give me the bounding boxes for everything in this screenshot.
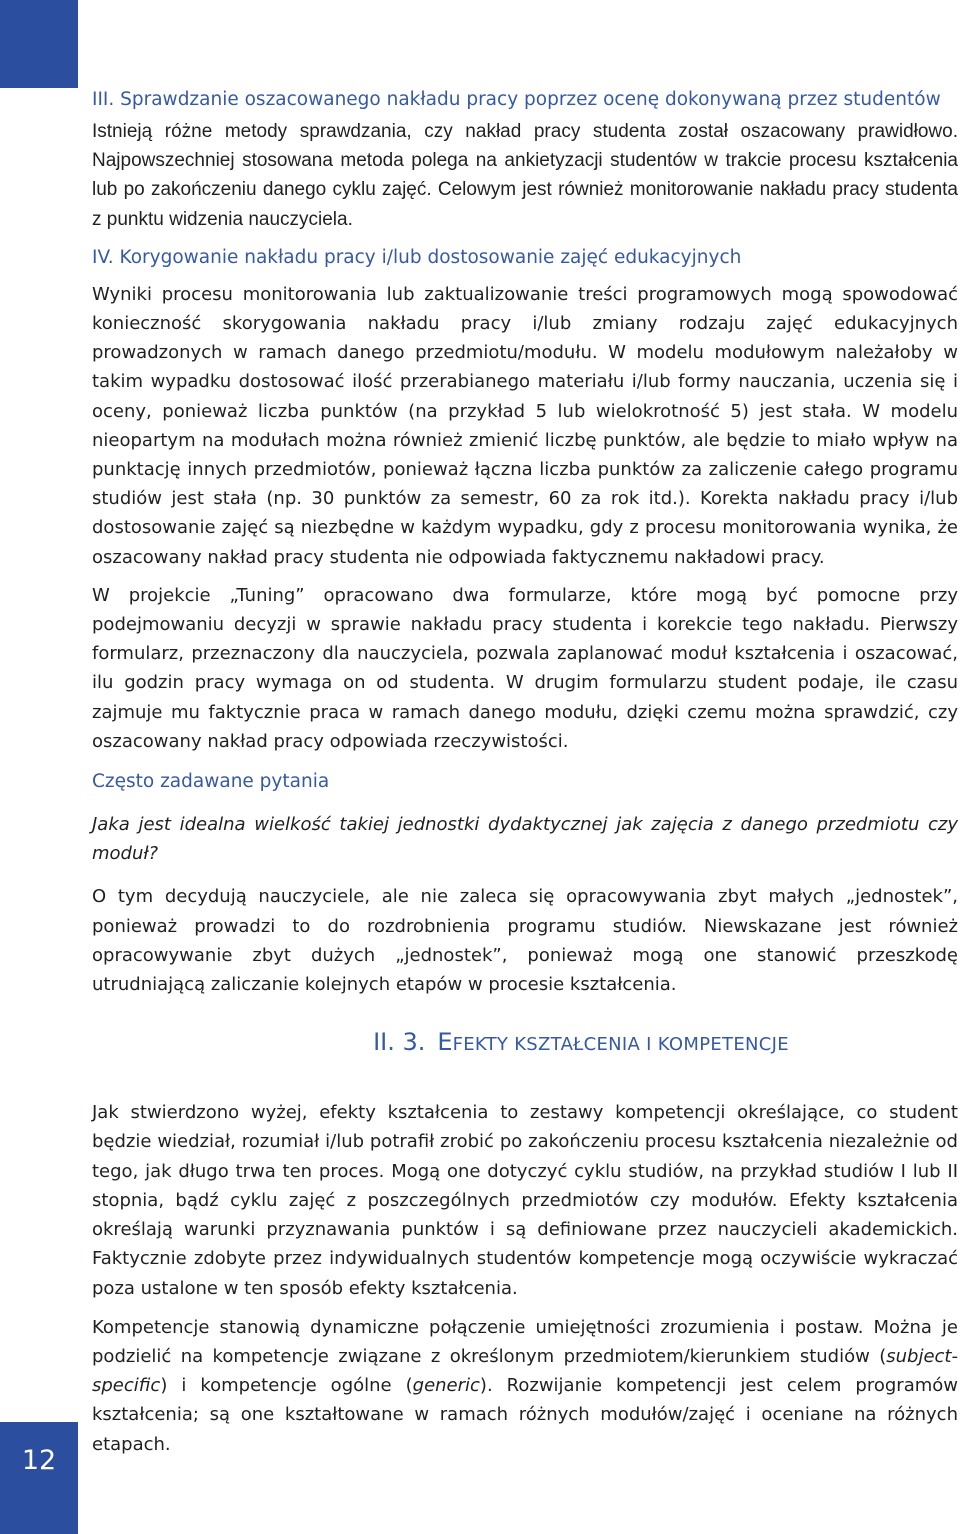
chapter-paragraph-2-text-a: Kompetencje stanowią dynamiczne połączenie umiejętności zrozumienia i postaw. Można je podzielić na kompetencje związane z określonym przedmiotem/kierunkiem studiów ( — [92, 1316, 958, 1367]
top-color-tab — [0, 0, 78, 88]
page-number-tab — [0, 1422, 78, 1534]
page-content — [92, 85, 958, 1459]
section-iii-heading: III. Sprawdzanie oszacowanego nakładu pracy poprzez ocenę dokonywaną przez studentów — [92, 89, 941, 110]
section-iv-heading: IV. Korygowanie nakładu pracy i/lub dostosowanie zajęć edukacyjnych — [92, 246, 742, 268]
faq-answer: O tym decydują nauczyciele, ale nie zaleca się opracowywania zbyt małych „jednostek”, ponieważ prowadzi to do rozdrobnienia programu studiów. Niewskazane jest również opracowywanie zbyt dużych „jednostek”, ponieważ mogą one stanowić przeszkodę utrudniającą zaliczanie kolejnych etapów w procesie kształcenia. — [92, 886, 958, 996]
faq-heading: Często zadawane pytania — [92, 771, 330, 793]
chapter-paragraph-2-text-e: ). Rozwijanie kompetencji jest celem programów kształcenia; są one kształtowane w ramach różnych modułów/zajęć i oceniane na różnych etapach. — [92, 1375, 958, 1455]
section-iv-paragraph-2: W projekcie „Tuning” opracowano dwa formularze, które mogą być pomocne przy podejmowaniu decyzji w sprawie nakładu pracy studenta i korekcie tego nakładu. Pierwszy formularz, przeznaczony dla nauczyciela, pozwala zaplanować moduł kształcenia i oszacować, ilu godzin pracy wymaga on od studenta. W drugim formularzu student podaje, ile czasu zajmuje mu faktycznie praca w ramach danego modułu, dzięki czemu można sprawdzić, czy oszacowany nakład pracy odpowiada rzeczywistości. — [92, 584, 958, 752]
chapter-paragraph-2 — [92, 1313, 958, 1459]
term-generic: generic — [412, 1375, 480, 1397]
chapter-number: II. 3. — [373, 1028, 426, 1057]
chapter-paragraph-1: Jak stwierdzono wyżej, efekty kształcenia to zestawy kompetencji określające, co student będzie wiedział, rozumiał i/lub potrafił zrobić po zakończeniu procesu kształcenia niezależnie od tego, jak długo trwa ten proces. Mogą one dotyczyć cyklu studiów, na przykład studiów I lub II stopnia, bądź cyklu zajęć z poszczególnych przedmiotów czy modułów. Efekty kształcenia określają warunki przyznawania punktów i są definiowane przez nauczycieli akademickich. Faktycznie zdobyte przez indywidualnych studentów kompetencje mogą oczywiście wykraczać poza ustalone w ten sposób efekty kształcenia. — [92, 1102, 958, 1299]
term-subject-specific: subject-specific — [92, 1345, 958, 1397]
page-number: 12 — [21, 1445, 57, 1476]
faq-question: Jaka jest idealna wielkość takiej jednostki dydaktycznej jak zajęcia z danego przedmiotu czy moduł? — [92, 814, 958, 865]
chapter-title-rest: FEKTY KSZTAŁCENIA I KOMPETENCJE — [452, 1034, 789, 1056]
section-iii-paragraph: Istnieją różne metody sprawdzania, czy nakład pracy studenta został oszacowany prawidłowo. Najpowszechniej stosowana metoda polega na ankietyzacji studentów w trakcie procesu kształcenia lub po zakończeniu danego cyklu zajęć. Celowym jest również monitorowanie nakładu pracy studenta z punktu widzenia nauczyciela. — [92, 121, 958, 230]
chapter-paragraph-2-text-c: ) i kompetencje ogólne ( — [160, 1375, 413, 1397]
chapter-heading — [0, 1027, 960, 1060]
section-iv-paragraph-1: Wyniki procesu monitorowania lub zaktualizowanie treści programowych mogą spowodować konieczność skorygowania nakładu pracy i/lub zmiany rodzaju zajęć edukacyjnych prowadzonych w ramach danego przedmiotu/modułu. W modelu modułowym należałoby w takim wypadku dostosować ilość przerabianego materiału i/lub formy nauczania, uczenia się i oceny, ponieważ liczba punktów (na przykład 5 lub wielokrotność 5) jest stała. W modelu nieopartym na modułach można również zmienić liczbę punktów, ale będzie to miało wpływ na punktację innych przedmiotów, ponieważ łączna liczba punktów za zaliczenie całego programu studiów jest stała (np. 30 punktów za semestr, 60 za rok itd.). Korekta nakładu pracy i/lub dostosowanie zajęć są niezbędne w każdym wypadku, gdy z procesu monitorowania wynika, że oszacowany nakład pracy studenta nie odpowiada faktycznemu nakładowi pracy. — [92, 283, 958, 568]
chapter-title-initial: E — [437, 1028, 453, 1057]
